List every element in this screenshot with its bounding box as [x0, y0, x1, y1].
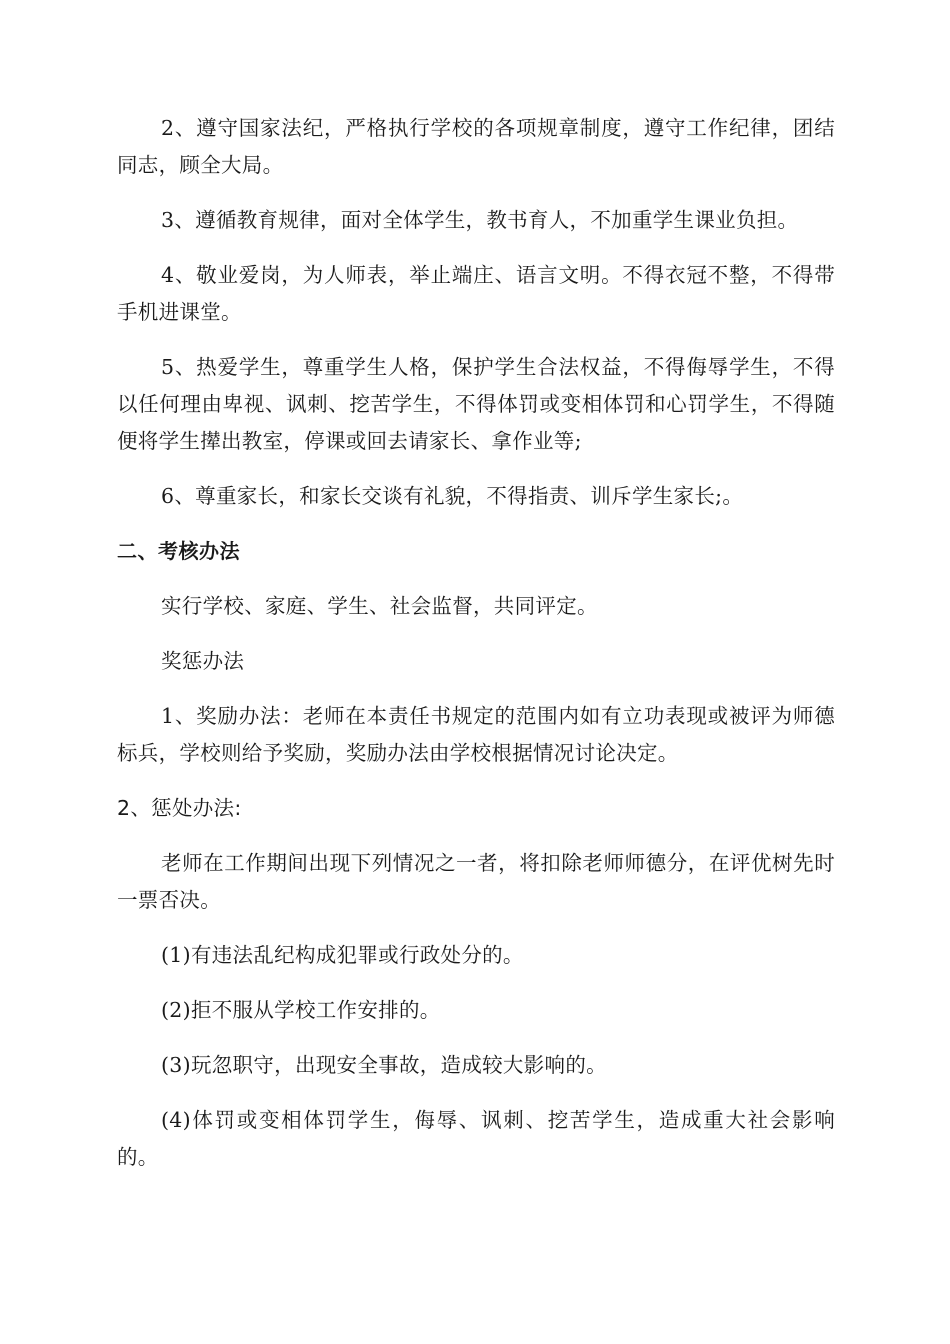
list-item-penalty-1: (1)有违法乱纪构成犯罪或行政处分的。: [161, 943, 524, 967]
paragraph-rule-2: 2、遵守国家法纪，严格执行学校的各项规章制度，遵守工作纪律，团结同志，顾全大局。: [117, 116, 835, 177]
paragraph-rule-4: 4、敬业爱岗，为人师表，举止端庄、语言文明。不得衣冠不整，不得带手机进课堂。: [117, 263, 835, 324]
paragraph-assessment: 实行学校、家庭、学生、社会监督，共同评定。: [161, 594, 598, 618]
paragraph-rule-6: 6、尊重家长，和家长交谈有礼貌，不得指责、训斥学生家长;。: [161, 484, 744, 508]
list-item-penalty-4: (4)体罚或变相体罚学生，侮辱、讽刺、挖苦学生，造成重大社会影响的。: [117, 1108, 835, 1169]
list-item-penalty-2: (2)拒不服从学校工作安排的。: [161, 998, 441, 1022]
paragraph-rule-3: 3、遵循教育规律，面对全体学生，教书育人，不加重学生课业负担。: [161, 208, 799, 232]
list-item-penalty-3: (3)玩忽职守，出现安全事故，造成较大影响的。: [161, 1053, 607, 1077]
section-heading-assessment: 二、考核办法: [117, 539, 240, 563]
penalty-heading: 2、惩处办法:: [117, 796, 242, 820]
document-body: [117, 110, 835, 1194]
paragraph-rule-5: 5、热爱学生，尊重学生人格，保护学生合法权益，不得侮辱学生，不得以任何理由卑视、讽刺、挖苦学生，不得体罚或变相体罚和心罚学生，不得随便将学生撵出教室，停课或回去请家长、拿作业等;: [117, 355, 835, 453]
paragraph-reward-method: 1、奖励办法：老师在本责任书规定的范围内如有立功表现或被评为师德标兵，学校则给予奖励，奖励办法由学校根据情况讨论决定。: [117, 704, 835, 765]
paragraph-penalty-intro: 老师在工作期间出现下列情况之一者，将扣除老师师德分，在评优树先时一票否决。: [117, 851, 835, 912]
paragraph-reward-penalty-title: 奖惩办法: [161, 649, 245, 673]
